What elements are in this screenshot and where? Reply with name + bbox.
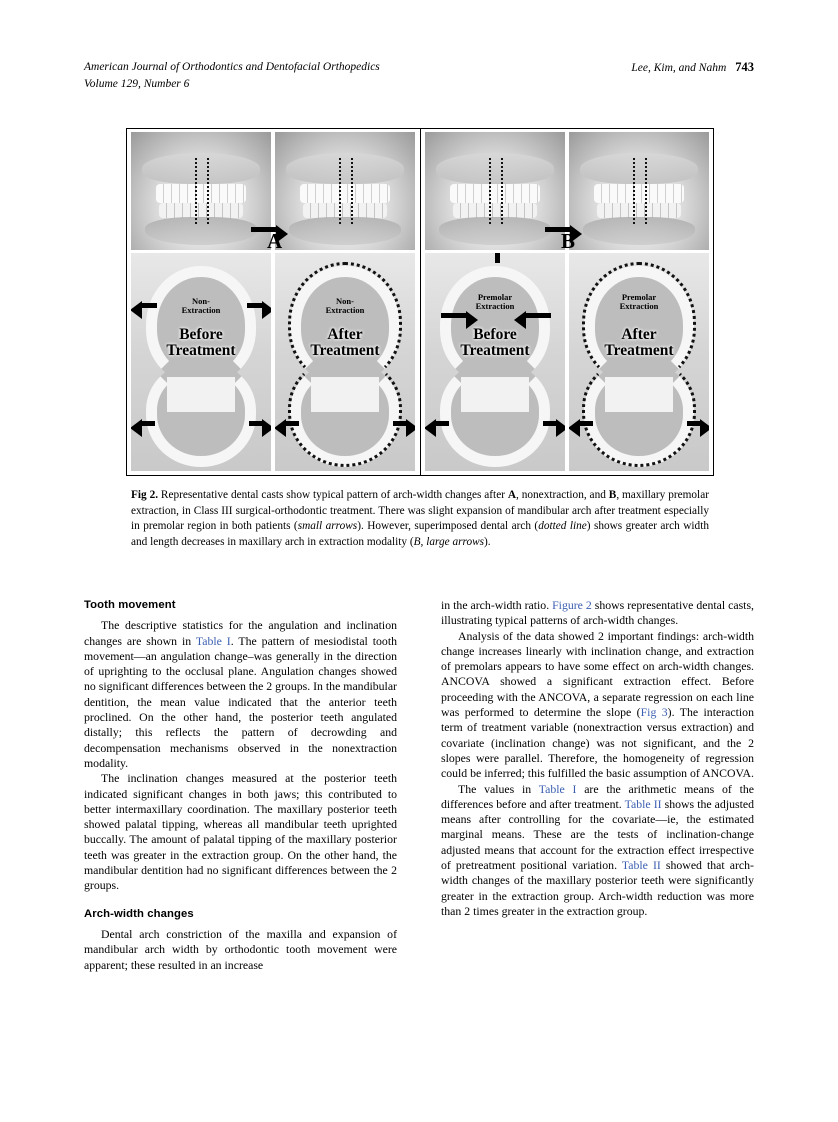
para-r3-mid-2: shows the adjusted means after controlling for the covariate—ie, the estimated marginal means. These are the tests of inclination-change adjusted means that account for the extraction effect irrespective of pretreatment positional variation. [441,796,754,873]
cast-treatment-before-b: Treatment [460,342,530,360]
figure-caption-t1: Representative dental casts show typical pattern of arch-width changes after [158,489,508,501]
profile-photo-before-a [131,132,271,250]
paragraph-right-2 [441,629,754,782]
figure-caption-t3: , maxillary premolar extraction, in Class III surgical-orthodontic treatment. There was slight expansion of mandibular arch after treatment especially in premolar region in both patients ( [131,489,709,533]
paragraph-tooth-movement-2: The inclination changes measured at the posterior teeth indicated significant changes in both jaws; this contributed to better intermaxillary coordination. The maxillary posterior teeth showed palatal tipping, whereas all mandibular teeth uprighted buccally. The amount of palatal tipping of the maxillary posterior teeth was greater in the extraction group. On the other hand, the mandibular dentition had no significant differences between the 2 groups. [84,771,397,893]
figure-caption-i3: B, large arrows [413,535,485,548]
profile-photo-after-a [275,132,415,250]
panel-a-casts [127,253,420,475]
body-column-right [441,598,754,919]
cast-treatment-after-b: Treatment [604,342,674,360]
figure-2-image [126,128,714,476]
figure-caption-label: Fig 2. [131,489,159,501]
para-r3-start: The values in [458,781,539,796]
xref-figure-2[interactable]: Figure 2 [552,598,592,612]
figure-panel-b [420,129,714,475]
paragraph-right-1 [441,598,754,629]
figure-caption-bold-b: B [608,489,617,501]
paragraph-tooth-movement-1 [84,618,397,771]
profile-photo-before-b [425,132,565,250]
panel-letter-a: A [267,229,283,253]
cast-modality-after-b-l2: Extraction [619,300,659,311]
running-head-journal: American Journal of Orthodontics and Dentofacial Orthopedics [84,61,380,73]
dental-cast-before-a [131,253,271,471]
page-number: 743 [735,60,754,74]
large-arrow-up-b [495,253,500,263]
xref-table-2[interactable]: Table II [624,796,662,811]
figure-caption-i2: dotted line [538,520,587,533]
para-1-cont: . The pattern of mesiodistal tooth movement—an angulation change–was generally in the direction of uprighting to the occlusal plane. Angulation changes showed no significant differences between the 2 groups. In the mandibular dentition, the mean value indicated that the anterior teeth proclined. On the other hand, the posterior teeth angulated distally; this reflects the pattern of decrowding and decompensation mechanisms observed in the nonextraction modality. [84,633,397,770]
figure-caption-t5: ) shows greater arch width and length decreases in maxillary arch in extraction modality ( [131,520,709,548]
running-head [84,60,754,91]
running-head-authors: Lee, Kim, and Nahm [631,62,727,74]
para-r2-cont: ). The interaction term of treatment variable (nonextraction versus extraction) and covariate (inclination change) was not significant, and the 2 slopes were parallel. Therefore, the homogeneity of regression could be inferred; this fulfilled the basic assumption of ANCOVA. [441,705,755,781]
panel-b-photos [421,129,714,253]
para-r2-start: Analysis of the data showed 2 important findings: arch-width change increases linearly with inclination change, and extraction of premolars appears to have some effect on arch-width changes. ANCOVA showed a significant extraction effect. Before proceeding with the ANCOVA, a separate regression on each line was performed to determine the slope ( [441,628,754,720]
xref-table-1-b[interactable]: Table I [538,781,577,796]
figure-caption [131,488,709,550]
cast-modality-after-a-l2: Extraction [325,304,365,315]
dental-cast-after-b [569,253,709,471]
para-r1-start: in the arch-width ratio. [441,598,553,612]
cast-modality-before-b-l2: Extraction [475,300,515,311]
cast-modality-after-a-l1: Non- [336,296,354,306]
profile-photo-after-b [569,132,709,250]
para-r3-mid-1: are the arithmetic means of the differences before and after treatment. [441,781,754,811]
running-head-right [631,60,754,76]
heading-arch-width-changes: Arch-width changes [84,907,194,920]
dental-cast-after-a [275,253,415,471]
figure-caption-t4: ). However, superimposed dental arch ( [357,520,539,533]
figure-panel-a [127,129,420,475]
figure-caption-i1: small arrows [297,520,358,533]
cast-state-after-b: After [621,326,657,343]
dental-cast-before-b [425,253,565,471]
cast-modality-after-b-l1: Premolar [621,292,657,302]
xref-table-2-b[interactable]: Table II [621,858,661,873]
panel-a-photos [127,129,420,253]
running-head-volume: Volume 129, Number 6 [84,77,190,90]
body-column-left [84,598,397,973]
cast-modality-before-a-l2: Extraction [181,304,221,315]
figure-caption-t2: , nonextraction, and [516,489,609,501]
heading-tooth-movement: Tooth movement [84,599,176,611]
figure-caption-bold-a: A [507,489,517,501]
figure-caption-t6: ). [484,535,491,548]
panel-letter-b: B [561,229,576,253]
cast-state-after-a: After [327,326,363,343]
cast-modality-before-b-l1: Premolar [477,292,513,302]
xref-fig-3[interactable]: Fig 3 [640,705,668,720]
para-r1-cont: shows representative dental casts, illustrating typical patterns of arch-width changes. [441,598,754,628]
cast-treatment-before-a: Treatment [166,342,236,360]
cast-state-before-a: Before [179,326,223,343]
para-1-start: The descriptive statistics for the angulation and inclination changes are shown in [84,618,397,648]
para-r3-end: showed that arch-width changes of the maxillary posterior teeth were significantly greater in the extraction group. Arch-width reduction was more than 2 times greater in the extraction group. [441,858,754,918]
cast-treatment-after-a: Treatment [310,342,380,360]
paragraph-arch-width-1: Dental arch constriction of the maxilla and expansion of mandibular arch width by orthodontic tooth movement were apparent; these resulted in an increase [84,926,397,972]
xref-table-1[interactable]: Table I [195,633,231,648]
panel-b-casts [421,253,714,475]
cast-state-before-b: Before [473,326,517,343]
paragraph-right-3 [441,782,754,920]
cast-modality-before-a-l1: Non- [192,296,210,306]
